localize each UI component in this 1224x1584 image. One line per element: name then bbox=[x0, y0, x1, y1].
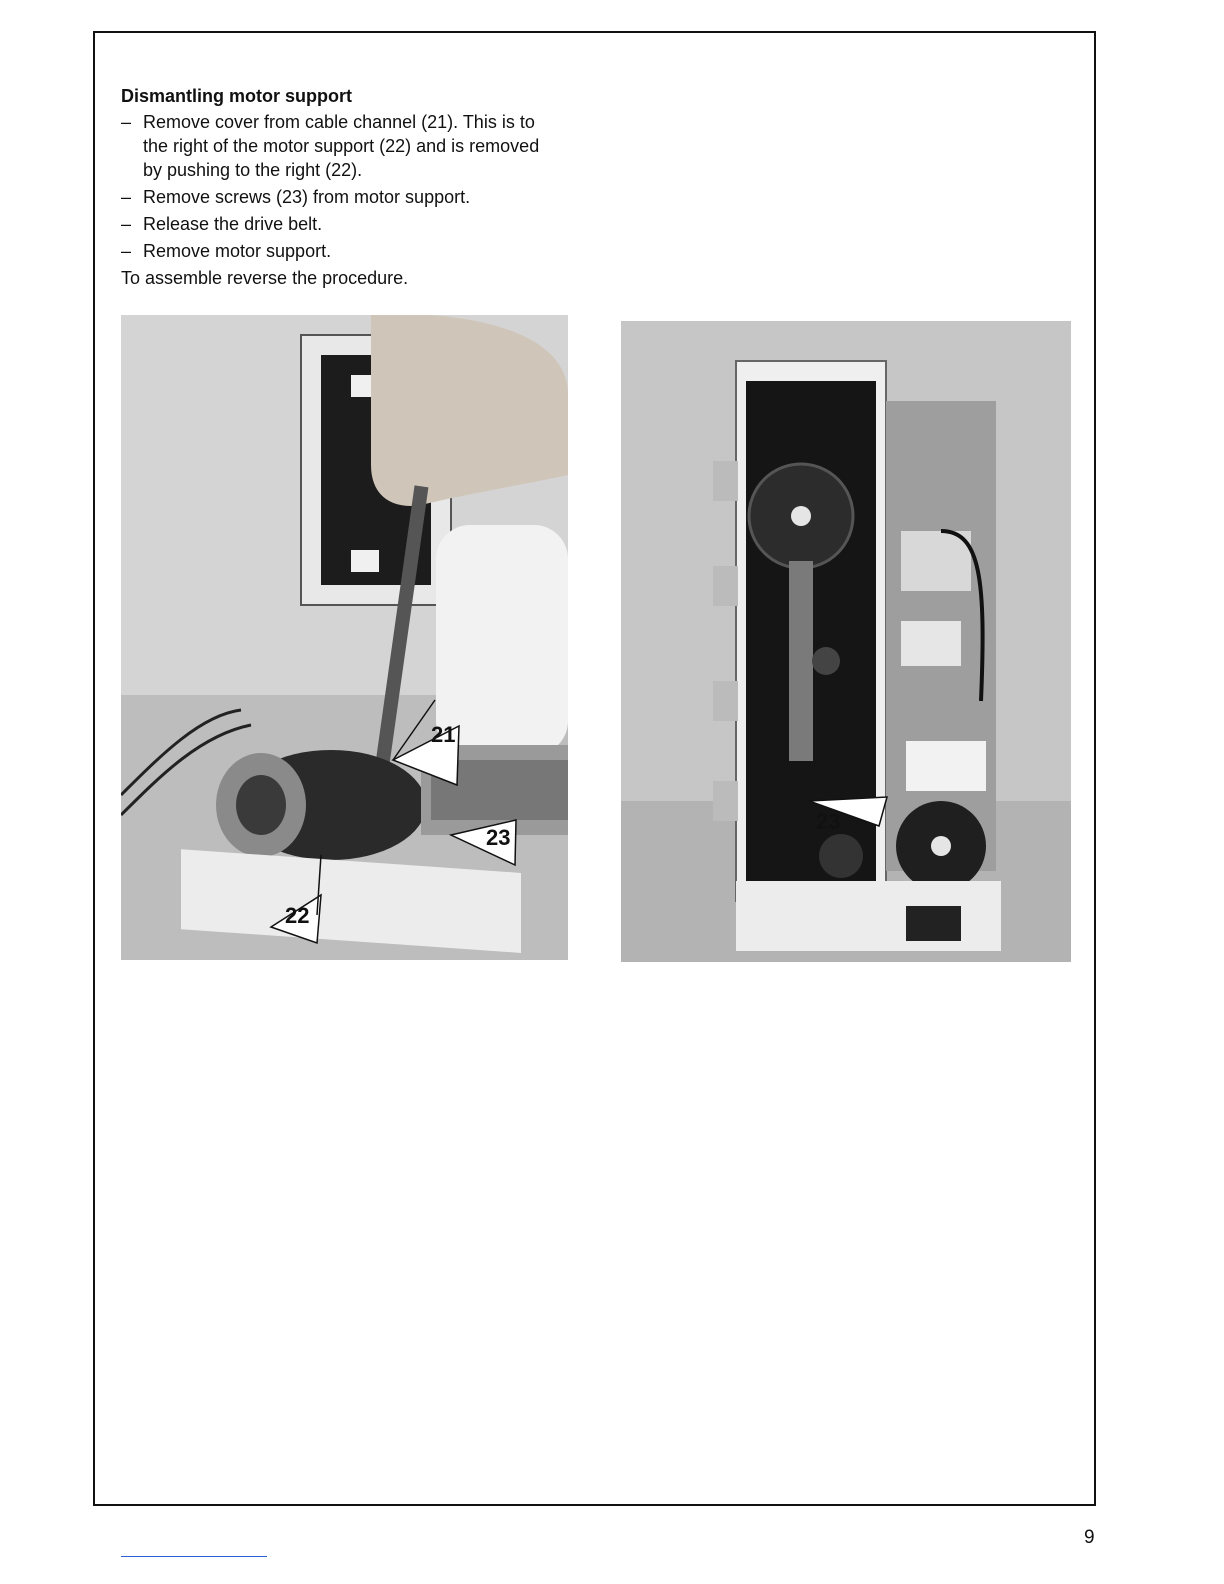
step-item: – Remove screws (23) from motor support. bbox=[121, 185, 561, 209]
callout-label: 23 bbox=[816, 809, 841, 834]
machine-side-illustration bbox=[621, 321, 1071, 962]
photo-motor-support bbox=[121, 315, 568, 960]
step-item: – Release the drive belt. bbox=[121, 212, 561, 236]
callout-label: 21 bbox=[431, 722, 456, 747]
section-heading: Dismantling motor support bbox=[121, 86, 352, 106]
footer-rule bbox=[121, 1556, 267, 1557]
callout-label: 22 bbox=[285, 903, 310, 928]
steps-list bbox=[121, 110, 561, 263]
step-item: – Remove motor support. bbox=[121, 239, 561, 263]
page-number: 9 bbox=[1084, 1527, 1095, 1548]
step-item: – Remove cover from cable channel (21). This is to the right of the motor support (22) and is removed by pushing to the right (22). bbox=[121, 110, 561, 182]
closing-note: To assemble reverse the procedure. bbox=[121, 268, 409, 288]
photo-machine-side-view bbox=[621, 321, 1071, 962]
instructions-block bbox=[121, 84, 561, 290]
motor-support-illustration bbox=[121, 315, 568, 960]
callout-label: 23 bbox=[486, 825, 511, 850]
